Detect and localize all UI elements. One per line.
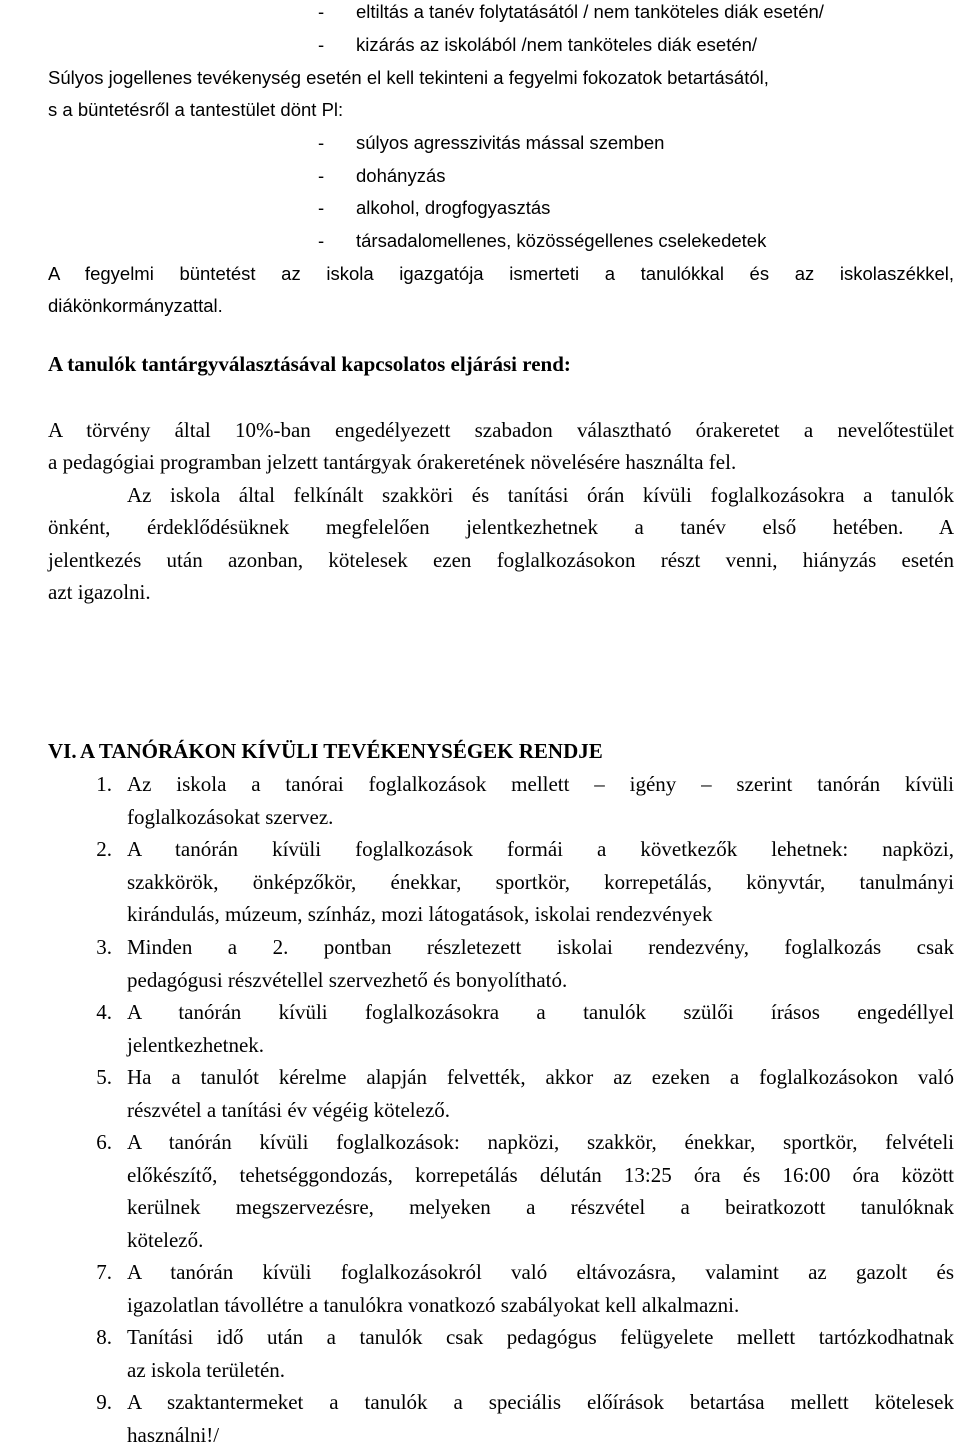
section-number: VI. [48,739,77,763]
list-item-line: szakkörök, önképzőkör, énekkar, sportkör, korrepetálás, könyvtár, tanulmányi [127,869,954,894]
paragraph-line: azt igazolni. [48,580,151,604]
list-item-line: kötelező. [127,1227,204,1252]
list-item-line: A tanórán kívüli foglalkozások: napközi, szakkör, énekkar, sportkör, felvételi [127,1130,954,1154]
list-item-line: A tanórán kívüli foglalkozásokról való eltávozásra, valamint az gazolt és [127,1260,954,1284]
list-item-line: Az iskola a tanórai foglalkozások mellett – igény – szerint tanórán kívüli [127,772,954,796]
list-item-line: igazolatlan távollétre a tanulókra vonatkozó szabályokat kell alkalmazni. [127,1292,740,1317]
list-item-number: 5. [96,1065,112,1089]
list-item-line: használni!/ [127,1422,220,1447]
list-item-line: pedagógusi részvétellel szervezhető és bonyolítható. [127,967,568,992]
list-item-number: 3. [96,935,112,959]
list-item-line: az iskola területén. [127,1357,286,1382]
list-item-line: Ha a tanulót kérelme alapján felvették, akkor az ezeken a foglalkozásokon való [127,1065,954,1089]
paragraph-line: önként, érdeklődésüknek megfelelően jelentkezhetnek a tanév első hetében. A [48,515,954,539]
list-item: - kizárás az iskolából /nem tanköteles diák esetén/ [318,34,758,55]
paragraph-line: Az iskola által felkínált szakköri és tanítási órán kívüli foglalkozásokra a tanulók [127,483,954,507]
list-item-number: 4. [96,1000,112,1024]
list-item-line: jelentkezhetnek. [127,1032,265,1057]
paragraph-line: diákönkormányzattal. [48,295,223,316]
list-item-number: 8. [96,1325,112,1349]
list-item: - társadalomellenes, közösségellenes cselekedetek [318,230,767,251]
list-item-line: A szaktantermeket a tanulók a speciális előírások betartása mellett kötelesek [127,1390,954,1414]
list-item-line: részvétel a tanítási év végéig kötelező. [127,1097,451,1122]
list-item-number: 9. [96,1390,112,1414]
list-item-line: foglalkozásokat szervez. [127,804,334,829]
list-item: - eltiltás a tanév folytatásától / nem tanköteles diák esetén/ [318,1,824,22]
list-item-line: előkészítő, tehetséggondozás, korrepetálás délután 13:25 óra és 16:00 óra között [127,1162,954,1187]
paragraph-line: s a büntetésről a tantestület dönt Pl: [48,99,344,120]
list-item: - alkohol, drogfogyasztás [318,197,551,218]
paragraph-line: A törvény által 10%-ban engedélyezett szabadon választható órakeretet a nevelőtestület [48,418,954,442]
list-item-number: 2. [96,837,112,861]
list-item: - súlyos agresszivitás mással szemben [318,132,665,153]
list-item-line: Tanítási idő után a tanulók csak pedagógus felügyelete mellett tartózkodhatnak [127,1325,954,1349]
paragraph-line: a pedagógiai programban jelzett tantárgyak órakeretének növelésére használta fel. [48,450,737,474]
list-item-line: A tanórán kívüli foglalkozások formái a következők lehetnek: napközi, [127,837,954,861]
list-item-number: 7. [96,1260,112,1284]
section-title: A TANÓRÁKON KÍVÜLI TEVÉKENYSÉGEK RENDJE [80,739,603,763]
list-item-line: kerülnek megszervezésre, melyeken a részvétel a beiratkozott tanulóknak [127,1195,954,1219]
list-item-line: A tanórán kívüli foglalkozásokra a tanulók szülői írásos engedéllyel [127,1000,954,1024]
list-item: - dohányzás [318,165,446,186]
list-item-number: 1. [96,772,112,796]
paragraph-line: Súlyos jogellenes tevékenység esetén el kell tekinteni a fegyelmi fokozatok betartásától, [48,67,769,88]
list-item-line: Minden a 2. pontban részletezett iskolai rendezvény, foglalkozás csak [127,935,954,959]
list-item-number: 6. [96,1130,112,1154]
paragraph-line: A fegyelmi büntetést az iskola igazgatója ismerteti a tanulókkal és az iskolaszékkel, [48,263,954,284]
subheading: A tanulók tantárgyválasztásával kapcsolatos eljárási rend: [48,352,571,376]
paragraph-line: jelentkezés után azonban, kötelesek ezen foglalkozásokon részt venni, hiányzás esetén [48,548,954,572]
list-item-line: kirándulás, múzeum, színház, mozi látogatások, iskolai rendezvények [127,902,713,926]
